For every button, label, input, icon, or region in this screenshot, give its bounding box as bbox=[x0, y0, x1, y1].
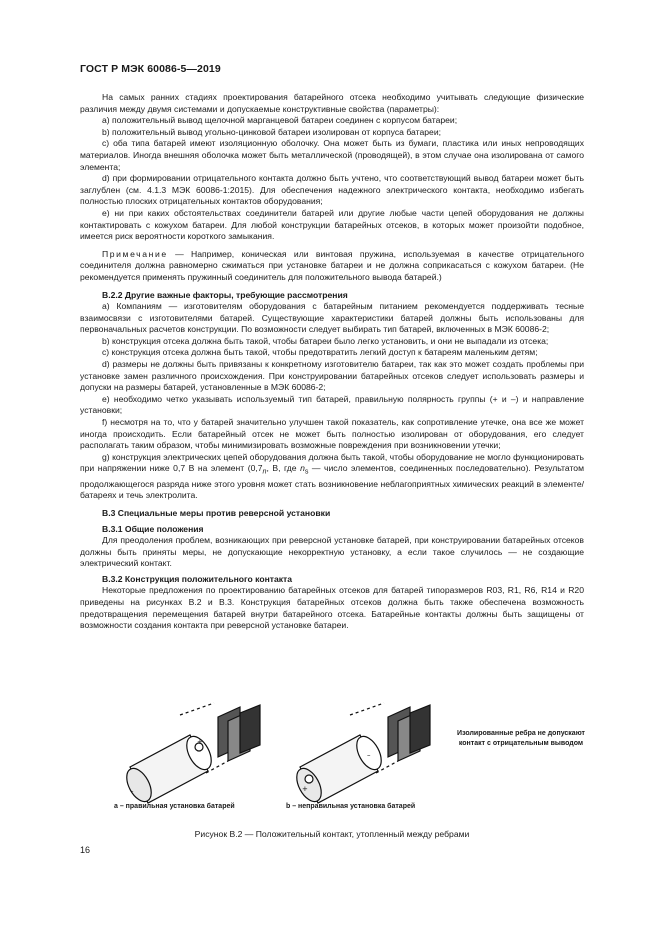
section-b22-title: B.2.2 Другие важные факторы, требующие рассмотрения bbox=[102, 289, 348, 300]
plus-sign-b: + bbox=[302, 785, 308, 793]
b22-g-n: n bbox=[300, 463, 305, 474]
b22-item-g bbox=[80, 452, 584, 502]
b22-item-b: b) конструкция отсека должна быть такой, чтобы батареи было легко установить, и они не выпадали из отсека; bbox=[102, 335, 549, 346]
figure-caption-b: b – неправильная установка батарей bbox=[286, 803, 416, 810]
note-text: — Например, коническая или винтовая пружина, используемая в качестве отрицательного соединителя должна равномерно сжиматься при установке батареи и не должна соприкасаться с кожухом батареи. (Не рекомендуется применять пружинный соединитель для положительного вывода батарей.) bbox=[80, 248, 584, 282]
b22-item-f: f) несмотря на то, что у батарей значительно улучшен такой показатель, как сопротивление утечке, она все же может иногда происходить. Если батарейный отсек не может быть полностью изолирован от оборудования, его следует располагать таким образом, чтобы минимизировать возможные повреждения при возникновении утечки; bbox=[80, 417, 584, 451]
intro-paragraph: На самых ранних стадиях проектирования батарейного отсека необходимо учитывать следующие физические различия между двумя системами и допускаемые конструктивные свойства (параметры): bbox=[80, 92, 584, 114]
figure-b-drawing bbox=[292, 703, 430, 806]
b22-item-e: e) необходимо четко указывать используемый тип батарей, правильную полярность группы (+ и –) и направление установки; bbox=[80, 393, 584, 416]
minus-sign-a: – bbox=[130, 787, 134, 795]
plus-sign-a: + bbox=[197, 738, 203, 746]
list-item-a: a) положительный вывод щелочной марганцевой батареи соединен с корпусом батареи; bbox=[102, 115, 458, 126]
b22-g-sub1: n bbox=[262, 468, 267, 477]
b22-g-post: — число элементов, соединенных последовательно). Результатом продолжающегося разряда ниже этого уровня может стать возникновение неблагоприятных химических реакций в элементе/батареях и течь электролита. bbox=[80, 463, 584, 501]
list-item-c: c) оба типа батарей имеют изоляционную оболочку. Она может быть из бумаги, пластика или иных непроводящих материалов. Иногда внешняя оболочка может быть металлической (проводящей), в этом случае она изолирована от самого элемента; bbox=[80, 138, 584, 172]
figure-caption-a: a – правильная установка батарей bbox=[114, 803, 235, 810]
page-number: 16 bbox=[80, 845, 91, 855]
b22-item-c: c) конструкция отсека должна быть такой, чтобы предотвратить легкий доступ к батареям маленьким детям; bbox=[102, 347, 538, 358]
section-b3-title: B.3 Специальные меры против реверсной установки bbox=[102, 507, 331, 518]
b22-g-mid: , В, где bbox=[266, 463, 301, 474]
section-b31-title: B.3.1 Общие положения bbox=[102, 523, 204, 534]
battery-figure bbox=[110, 695, 590, 820]
figure-note: Изолированные ребра не допускают контакт с отрицательным выводом bbox=[457, 730, 585, 747]
note-paragraph bbox=[80, 249, 584, 284]
b22-g-pre: g) конструкция электрических цепей оборудования должна быть такой, чтобы оборудование не могло функционировать при напряжении ниже 0,7 В на элемент (0,7 bbox=[80, 451, 584, 474]
document-header: ГОСТ Р МЭК 60086-5—2019 bbox=[80, 63, 221, 75]
list-item-d: d) при формировании отрицательного контакта должно быть учтено, что соответствующий вывод батареи может быть заглублен (см. 4.1.3 МЭК 60086-1:2015). Для обеспечения надежного электрического контакта, необходимо избегать полностью плоских отрицательных контактов оборудования; bbox=[80, 173, 584, 207]
figure-caption: Рисунок B.2 — Положительный контакт, утопленный между ребрами bbox=[194, 829, 470, 839]
document-body bbox=[80, 92, 584, 632]
note-label: Примечание bbox=[102, 248, 168, 259]
b22-g-sub2: s bbox=[304, 468, 309, 477]
list-item-b: b) положительный вывод угольно-цинковой батареи изолирован от корпуса батареи; bbox=[102, 126, 442, 137]
b31-text: Для преодоления проблем, возникающих при реверсной установке батарей, при конструировании батарейных отсеков должны быть приняты меры, не допускающие некорректную установку, а если такое случилось — не создающие электрический контакт. bbox=[80, 535, 584, 569]
b22-item-a: a) Компаниям — изготовителям оборудования с батарейным питанием рекомендуется поддерживать тесные взаимосвязи с изготовителями батарей. Существующие характеристики батарей должны быть использованы для первоначальных расчетов конструкции. По возможности следует выбирать тип батарей, включенных в МЭК 60086-2; bbox=[80, 301, 584, 335]
minus-sign-b: – bbox=[367, 751, 371, 759]
b22-item-d: d) размеры не должны быть привязаны к конкретному изготовителю батареи, так как это может создать проблемы при установке замен различного происхождения. При конструировании батарейных отсеков следует использовать размеры и допуски на размеры батарей, установленные в МЭК 60086-2; bbox=[80, 359, 584, 393]
list-item-e: e) ни при каких обстоятельствах соединители батарей или другие любые части цепей оборудования не должны контактировать с кожухом батареи. Для любой конструкции батарейных отсеков, в которых может произойти подобное, имеется риск вероятности короткого замыкания. bbox=[80, 207, 584, 242]
figure-a-drawing bbox=[122, 703, 260, 806]
section-b32-title: B.3.2 Конструкция положительного контакта bbox=[102, 573, 293, 584]
b32-text: Некоторые предложения по проектированию батарейных отсеков для батарей типоразмеров R03, R1, R6, R14 и R20 приведены на рисунках B.2 и B.3. Конструкция батарейных отсеков должна быть также обеспечена возможность предотвращения перемещения батарей внутри батарейного отсека. Батарейные контакты должны быть защищены от возможности создания контакта при реверсной установке батареи. bbox=[80, 585, 584, 631]
